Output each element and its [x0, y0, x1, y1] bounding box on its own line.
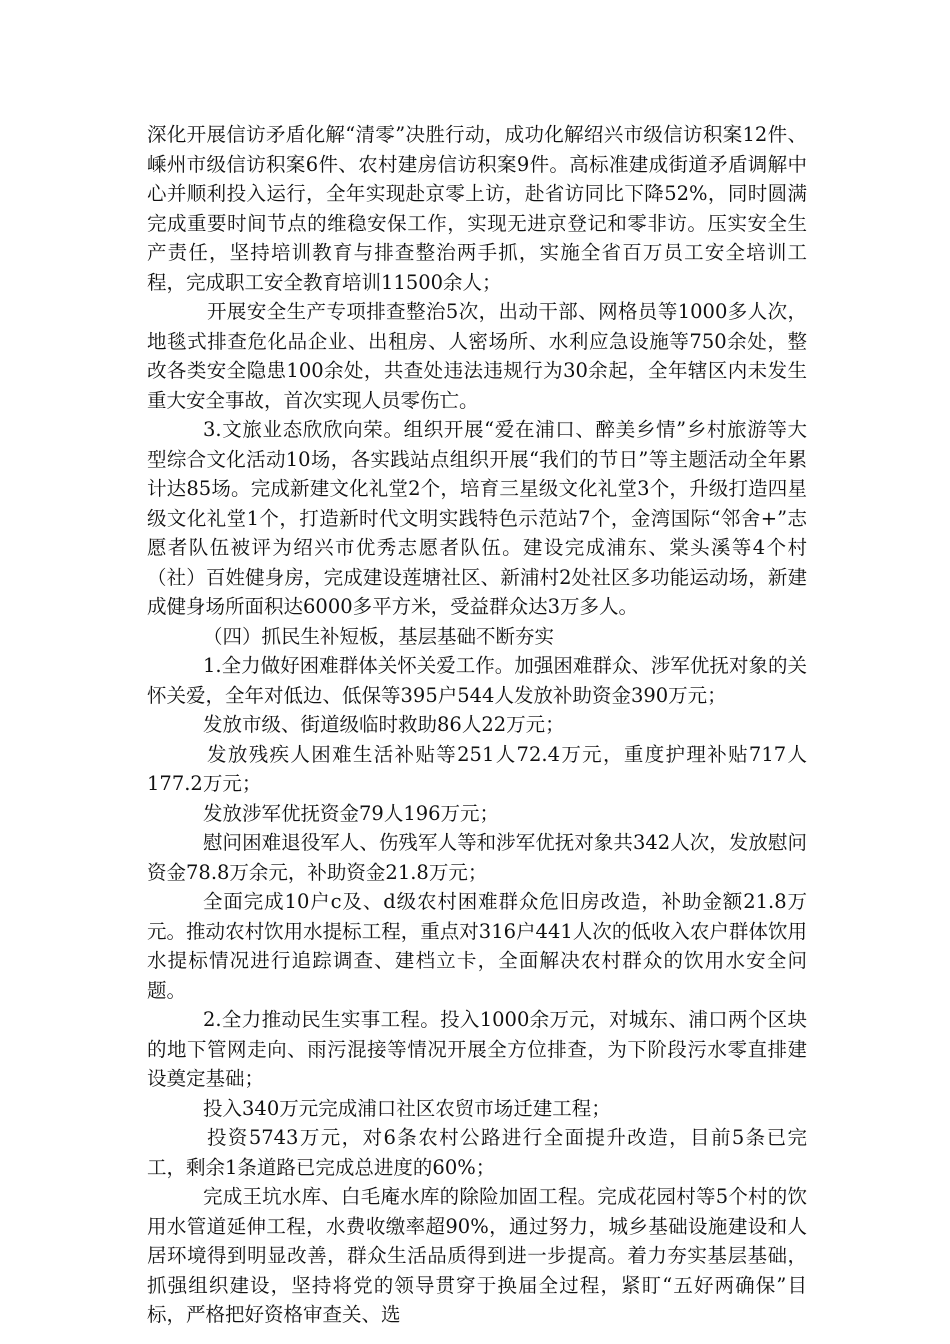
section-heading-livelihood: （四）抓民生补短板，基层基础不断夯实 — [203, 624, 555, 648]
paragraph-veteran-visits: 慰问困难退役军人、伤残军人等和涉军优抚对象共342人次，发放慰问资金78.8万余元，补助资金21.8万元； — [147, 831, 807, 884]
paragraph-public-projects: 2.全力推动民生实事工程。投入1000余万元，对城东、浦口两个区块的地下管网走向、雨污混接等情况开展全方位排查，为下阶段污水零直排建设奠定基础； — [147, 1008, 807, 1090]
paragraph-market-relocation: 投入340万元完成浦口社区农贸市场迁建工程； — [203, 1096, 611, 1120]
paragraph-care-work: 1.全力做好困难群体关怀关爱工作。加强困难群众、涉军优抚对象的关怀关爱，全年对低边、低保等395户544人发放补助资金390万元； — [147, 654, 807, 707]
paragraph-safety-inspection: 开展安全生产专项排查整治5次，出动干部、网格员等1000多人次，地毯式排查危化品企业、出租房、人密场所、水利应急设施等750余处，整改各类安全隐患100余处，共查处违法违规行为30余起，全年辖区内未发生重大安全事故，首次实现人员零伤亡。 — [147, 300, 807, 412]
paragraph-culture-tourism: 3.文旅业态欣欣向荣。组织开展“爱在浦口、醉美乡情”乡村旅游等大型综合文化活动10场，各实践站点组织开展“我们的节日”等主题活动全年累计达85场。完成新建文化礼堂2个，培育三星级文化礼堂3个，升级打造四星级文化礼堂1个，打造新时代文明实践特色示范站7个，金湾国际“邻舍+”志愿者队伍被评为绍兴市优秀志愿者队伍。建设完成浦东、棠头溪等4个村（社）百姓健身房，完成建设莲塘社区、新浦村2处社区多功能运动场，新建成健身场所面积达6000多平方米，受益群众达3万多人。 — [147, 418, 807, 618]
paragraph-reservoir-grassroots: 完成王坑水库、白毛庵水库的除险加固工程。完成花园村等5个村的饮用水管道延伸工程，水费收缴率超90%，通过努力，城乡基础设施建设和人居环境得到明显改善，群众生活品质得到进一步提高。着力夯实基层基础，抓强组织建设，坚持将党的领导贯穿于换届全过程，紧盯“五好两确保”目标，严格把好资格审查关、选 — [147, 1185, 807, 1326]
paragraph-military-fund: 发放涉军优抚资金79人196万元； — [203, 801, 500, 825]
paragraph-petition: 深化开展信访矛盾化解“清零”决胜行动，成功化解绍兴市级信访积案12件、嵊州市级信访积案6件、农村建房信访积案9件。高标准建成街道矛盾调解中心并顺利投入运行，全年实现赴京零上访，赴省访同比下降52%，同时圆满完成重要时间节点的维稳安保工作，实现无进京登记和零非访。压实安全生产责任，坚持培训教育与排查整治两手抓，实施全省百万员工安全培训工程，完成职工安全教育培训11500余人； — [147, 123, 807, 294]
paragraph-rural-roads: 投资5743万元，对6条农村公路进行全面提升改造，目前5条已完工，剩余1条道路已完成总进度的60%； — [147, 1126, 807, 1179]
paragraph-housing-water: 全面完成10户c及、d级农村困难群众危旧房改造，补助金额21.8万元。推动农村饮用水提标工程，重点对316户441人次的低收入农户群体饮用水提标情况进行追踪调查、建档立卡，全面解决农村群众的饮用水安全问题。 — [147, 890, 807, 1002]
paragraph-disability-subsidy: 发放残疾人困难生活补贴等251人72.4万元，重度护理补贴717人177.2万元； — [147, 742, 807, 795]
paragraph-temporary-relief: 发放市级、街道级临时救助86人22万元； — [203, 713, 565, 736]
document-body — [147, 120, 807, 1330]
